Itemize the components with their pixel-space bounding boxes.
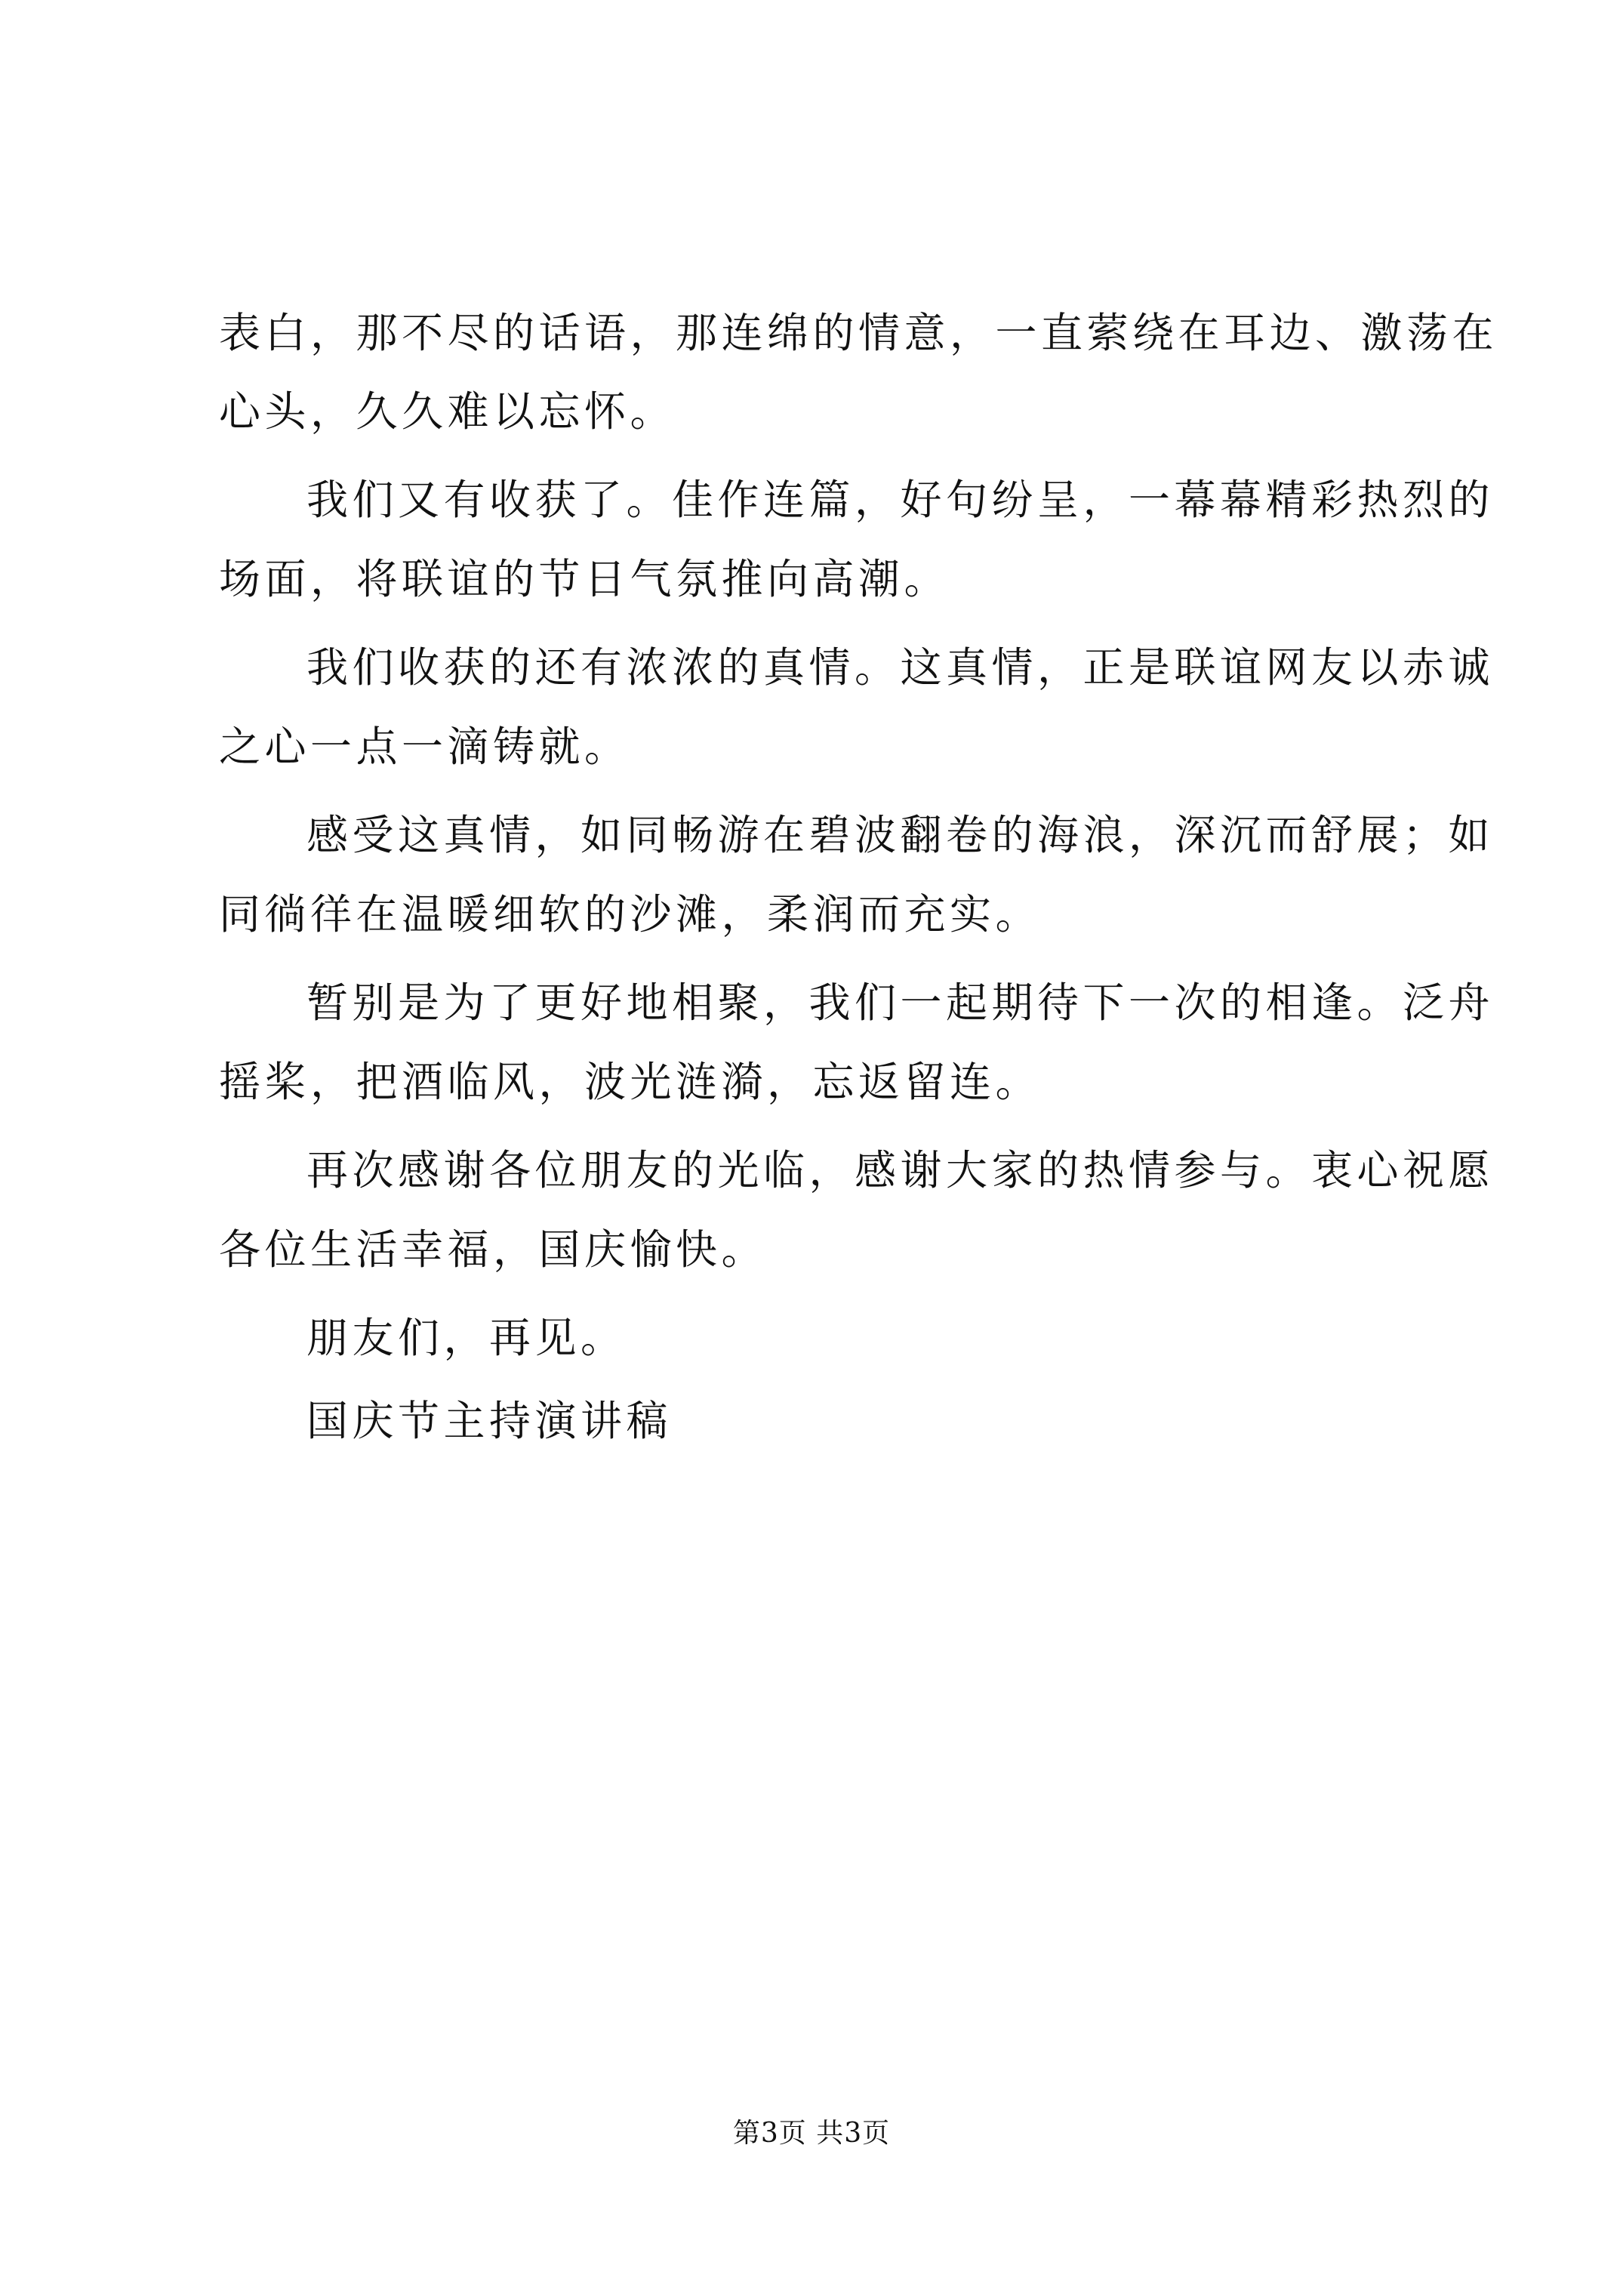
- text-line: 朋友们，再见。: [306, 1314, 627, 1362]
- page-number-footer: 第3页 共3页: [732, 2118, 891, 2149]
- text-line: 摇桨，把酒临风，波光涟漪，忘返留连。: [219, 1058, 1042, 1106]
- text-line: 国庆节主持演讲稿: [306, 1397, 673, 1445]
- text-line: 之心一点一滴铸就。: [219, 723, 630, 771]
- text-line: 我们收获的还有浓浓的真情。这真情，正是联谊网友以赤诚: [306, 643, 1495, 692]
- text-line: 场面，将联谊的节日气氛推向高潮。: [219, 555, 950, 603]
- text-line: 表白，那不尽的话语，那连绵的情意，一直萦绕在耳边、激荡在: [219, 309, 1498, 357]
- text-line: 暂别是为了更好地相聚，我们一起期待下一次的相逢。泛舟: [306, 978, 1495, 1027]
- text-line: 同徜徉在温暖细软的沙滩，柔润而充实。: [219, 890, 1042, 938]
- text-line: 各位生活幸福，国庆愉快。: [219, 1225, 768, 1274]
- text-line: 我们又有收获了。佳作连篇，好句纷呈，一幕幕精彩热烈的: [306, 476, 1495, 524]
- text-line: 再次感谢各位朋友的光临，感谢大家的热情参与。衷心祝愿: [306, 1146, 1495, 1194]
- text-line: 感受这真情，如同畅游在碧波翻卷的海浪，深沉而舒展；如: [306, 811, 1495, 859]
- text-line: 心头，久久难以忘怀。: [219, 387, 676, 436]
